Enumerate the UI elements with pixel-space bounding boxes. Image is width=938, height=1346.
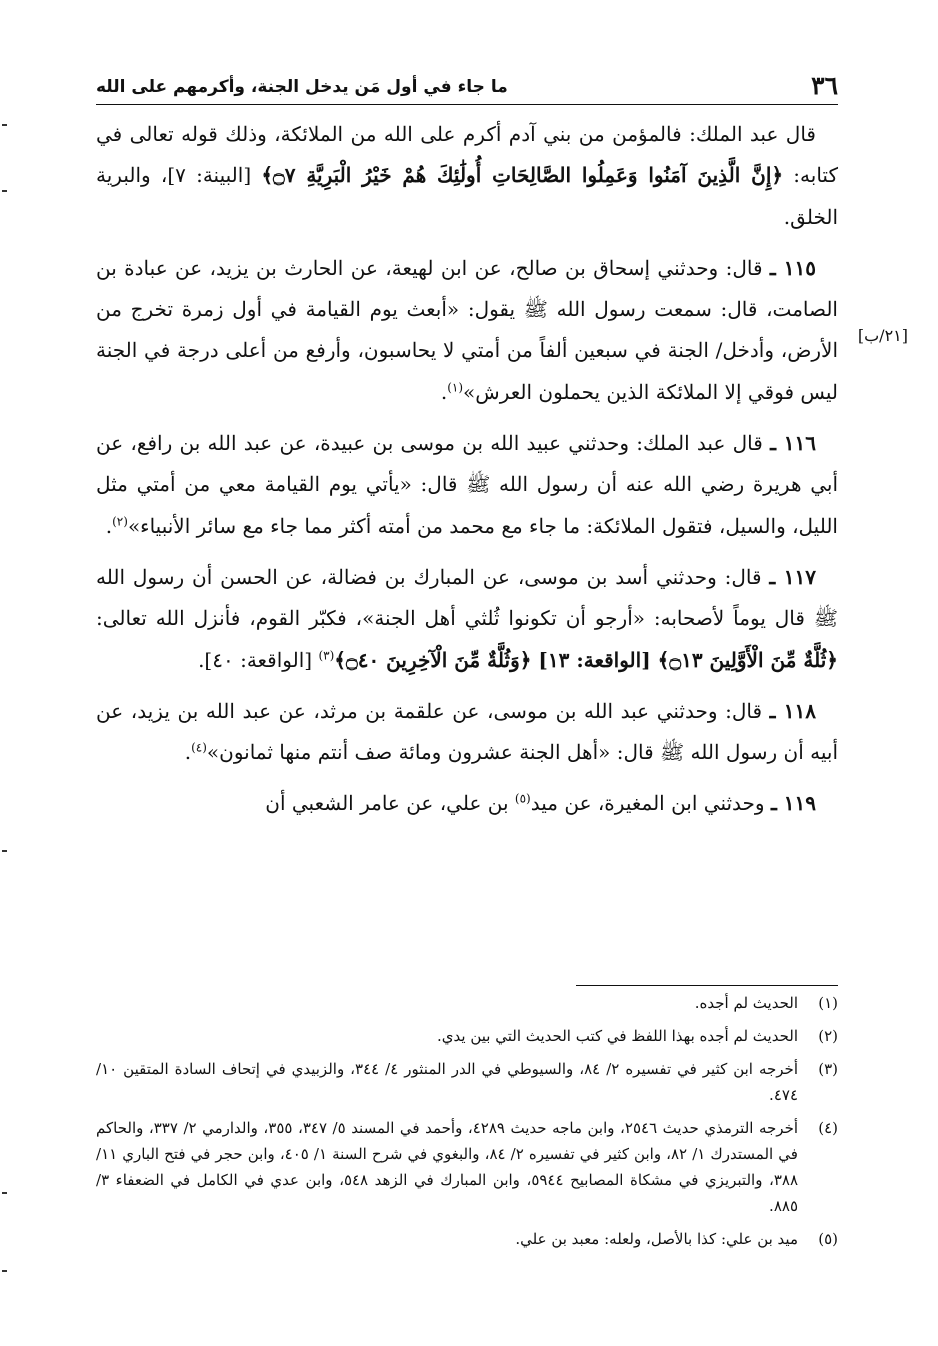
footnote: [96, 1023, 838, 1049]
margin-note: [٢١/ب]: [857, 326, 908, 345]
footnote: [96, 990, 838, 1016]
hadith-number: ١١٩ ـ: [770, 791, 816, 816]
footnote-number: (١): [818, 994, 838, 1012]
footnote-text: الحديث لم أجده بهذا اللفظ في كتب الحديث التي بين يدي.: [437, 1027, 798, 1045]
paragraph-text: وحدثني ابن المغيرة، عن ميد: [530, 791, 771, 816]
hadith-number: ١١٨ ـ: [769, 698, 816, 723]
hadith-number: ١١٧ ـ: [769, 564, 816, 589]
paragraph-text: قال عبد الملك: فالمؤمن من بني آدم أكرم على الله من الملائكة، وذلك قوله تعالى في كتابه:: [96, 122, 838, 188]
paragraph-text-after: [البينة: ٧]، والبرية الخلق.: [96, 163, 838, 229]
main-text: [96, 114, 838, 835]
footnote-ref: (٤): [191, 740, 207, 755]
footnote: [96, 1115, 838, 1219]
footnote-number: (٣): [818, 1060, 838, 1078]
footnote: [96, 1056, 838, 1108]
footnote-text: الحديث لم أجده.: [694, 994, 798, 1012]
scan-mark: [2, 190, 7, 192]
paragraph: [96, 783, 838, 824]
paragraph-text: قال: وحدثني عبد الله بن موسى، عن علقمة بن مرثد، عن عبد الله بن يزيد، عن أبيه أن رسول الله ﷺ قال: «أهل الجنة عشرون ومائة صف أنتم منها ثمانون»: [96, 698, 838, 765]
footnote-text: أخرجه ابن كثير في تفسيره ٢/ ٨٤، والسيوطي في الدر المنثور ٤/ ٣٤٤، والزبيدي في إتحاف السادة المتقين ١٠/ ٤٧٤.: [96, 1060, 798, 1104]
scan-mark: [2, 124, 7, 126]
footnote: [96, 1226, 838, 1252]
footnote-text: أخرجه الترمذي حديث ٢٥٤٦، وابن ماجه حديث ٤٢٨٩، وأحمد في المسند ٥/ ٣٤٧، ٣٥٥، والدارمي ٢/ ٣٣٧، والحاكم في المستدرك ١/ ٨٢، وابن كثير في تفسيره ٢/ ٨٤، والبغوي في شرح السنة ١/ ٤٠٥، وابن حجر في فتح الباري ١١/ ٣٨٨، والتبريزي في مشكاة المصابيح ٥٩٤٤، وابن المبارك في الزهد ٥٤٨، وابن عدي في الكامل في الضعفاء ٣/ ٨٨٥.: [96, 1119, 799, 1215]
paragraph: ١١٨ ـ قال: وحدثني عبد الله بن موسى، عن علقمة بن مرثد، عن عبد الله بن يزيد، عن أبيه أن رسول الله ﷺ قال: «أهل الجنة عشرون ومائة صف أنتم منها ثمانون»$^{(٤)}$.: [96, 698, 838, 765]
scan-mark: [2, 1192, 7, 1194]
paragraph: ١١٦ ـ قال عبد الملك: وحدثني عبيد الله بن موسى بن عبيدة، عن عبد الله بن رافع، عن أبي هريرة رضي الله عنه أن رسول الله ﷺ قال: «يأتي يوم القيامة معي من أمتي مثل الليل، والسيل، فتقول الملائكة: ما جاء مع محمد من أمته أكثر مما جاء مع سائر الأنبياء»$^{(٢)}$.: [96, 431, 838, 538]
paragraph-text: قال: وحدثني أسد بن موسى، عن المبارك بن فضالة، عن الحسن أن رسول الله ﷺ قال يوماً لأصحابه: «أرجو أن تكونوا ثُلثي أهل الجنة»، فكبّر القوم، فأنزل الله تعالى:: [96, 564, 838, 631]
hadith-number: ١١٥ ـ: [769, 255, 816, 280]
footnote-ref: (٥): [514, 791, 531, 806]
paragraph-text-after: بن علي، عن عامر الشعبي أن: [265, 791, 515, 816]
page-number: ٣٦: [811, 71, 838, 100]
footnote-separator: [576, 985, 838, 986]
paragraph: [96, 557, 838, 681]
footnote-ref: (٣): [318, 647, 335, 662]
footnote-number: (٢): [818, 1027, 838, 1045]
footnote-ref: (٢): [112, 514, 128, 529]
paragraph-text: قال عبد الملك: وحدثني عبيد الله بن موسى بن عبيدة، عن عبد الله بن رافع، عن أبي هريرة رضي الله عنه أن رسول الله ﷺ قال: «يأتي يوم القيامة معي من أمتي مثل الليل، والسيل، فتقول الملائكة: ما جاء مع محمد من أمته أكثر مما جاء مع سائر الأنبياء»: [96, 431, 838, 538]
paragraph: ١١٥ ـ قال: وحدثني إسحاق بن صالح، عن ابن لهيعة، عن الحارث بن يزيد، عن عبادة بن الصامت، قال: سمعت رسول الله ﷺ يقول: «أبعث يوم القيامة في أول زمرة تخرج من الأرض، وأدخل/ الجنة في سبعين ألفاً من أمتي لا يحاسبون، وأرفع من أعلى درجة في الجنة ليس فوقي إلا الملائكة الذين يحملون العرش»$^{(١)}$.: [96, 255, 838, 404]
footnotes: [96, 990, 838, 1259]
scan-mark: [2, 850, 7, 852]
scan-mark: [2, 1270, 7, 1272]
footnote-text: ميد بن علي: كذا بالأصل، ولعله: معبد بن علي.: [515, 1230, 798, 1248]
quran-verse: ﴿ثُلَّةٌ مِّنَ الْأَوَّلِينَ ۝١٣﴾ [الواقعة: ١٣] ﴿وَثُلَّةٌ مِّنَ الْآخِرِينَ ۝٤٠﴾: [334, 647, 838, 672]
paragraph-text-after: [الواقعة: ٤٠].: [198, 647, 319, 672]
footnote-ref: (١): [447, 380, 464, 395]
paragraph: [96, 114, 838, 238]
page-header: [96, 64, 838, 105]
footnote-number: (٤): [818, 1119, 838, 1137]
quran-verse: ﴿إِنَّ الَّذِينَ آمَنُوا وَعَمِلُوا الصَّالِحَاتِ أُولَٰئِكَ هُمْ خَيْرُ الْبَرِيَّةِ ۝٧﴾: [261, 163, 784, 188]
running-title: ما جاء في أول مَن يدخل الجنة، وأكرمهم على الله: [96, 77, 508, 97]
hadith-number: ١١٦ ـ: [770, 431, 816, 456]
footnote-number: (٥): [818, 1230, 838, 1248]
paragraph-text: قال: وحدثني إسحاق بن صالح، عن ابن لهيعة، عن الحارث بن يزيد، عن عبادة بن الصامت، قال: سمعت رسول الله ﷺ يقول: «أبعث يوم القيامة في أول زمرة تخرج من الأرض، وأدخل/ الجنة في سبعين ألفاً من أمتي لا يحاسبون، وأرفع من أعلى درجة في الجنة ليس فوقي إلا الملائكة الذين يحملون العرش»: [96, 255, 838, 404]
